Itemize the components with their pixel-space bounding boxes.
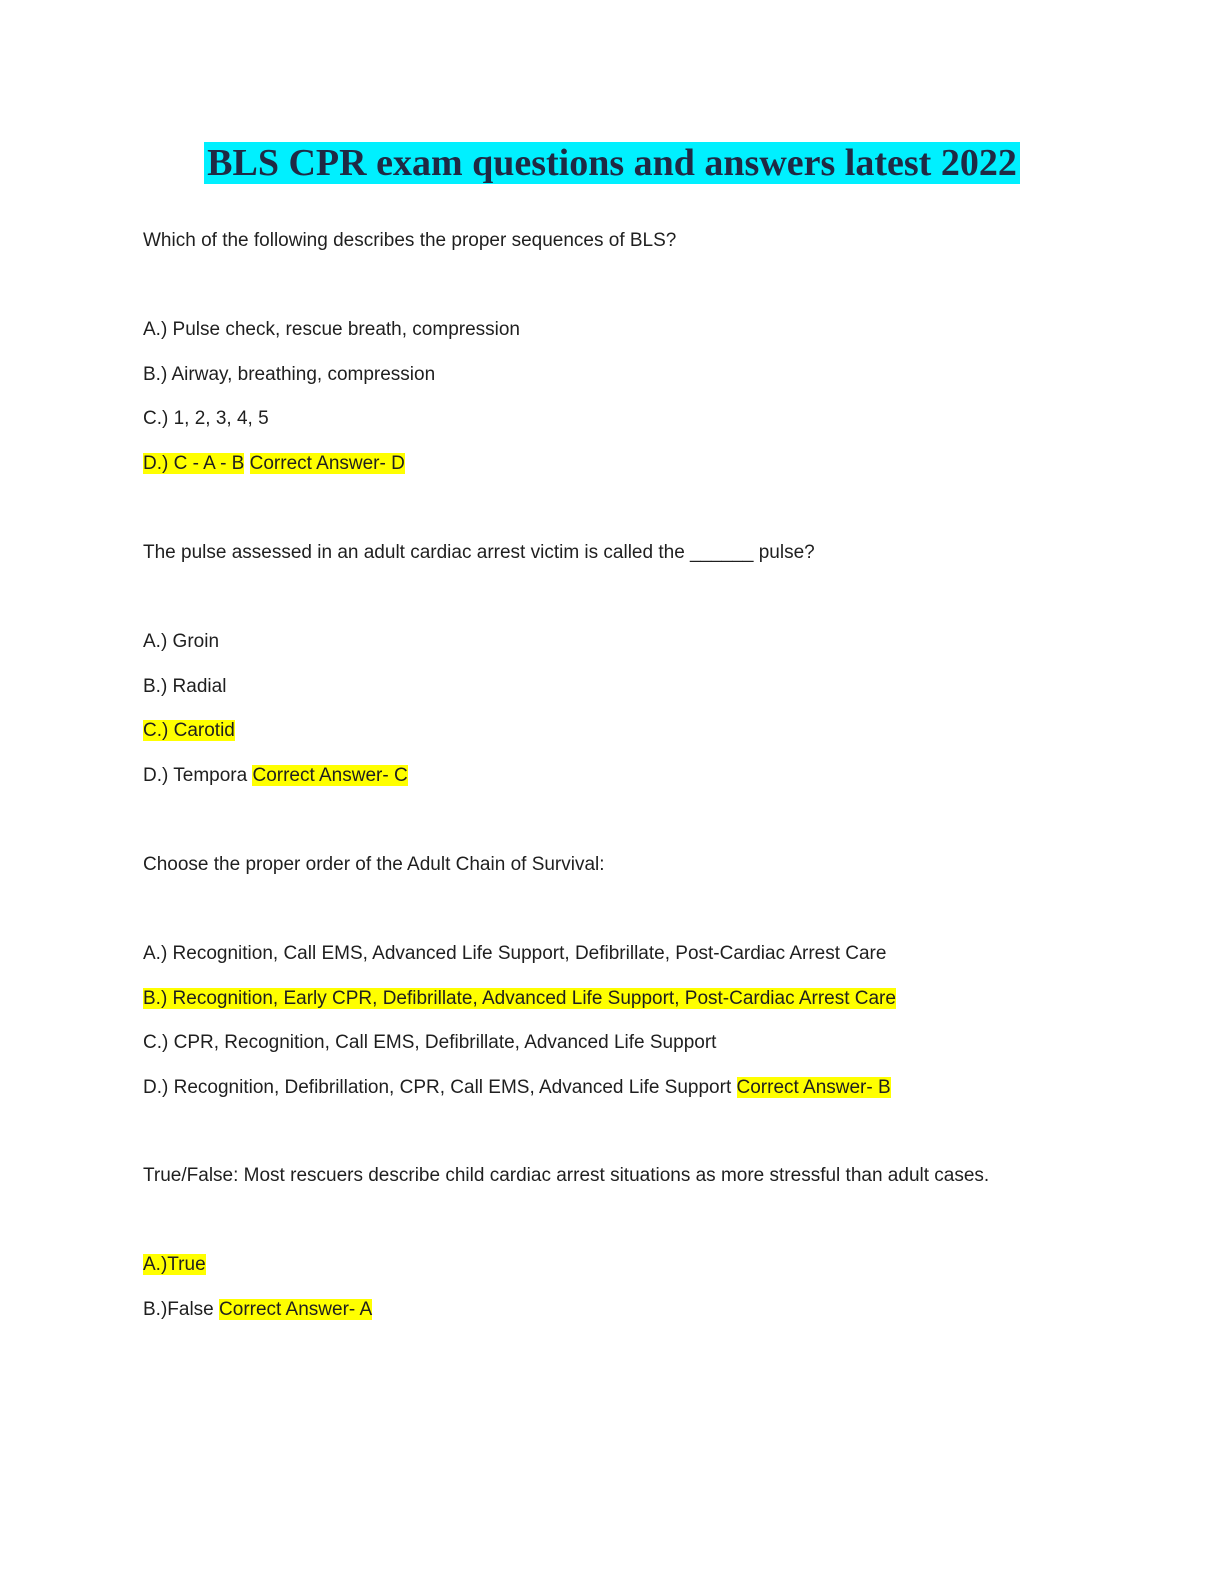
question-2-correct-answer: Correct Answer- C — [252, 765, 408, 786]
question-1-option-b: B.) Airway, breathing, compression — [143, 364, 436, 385]
question-3-option-b-line — [143, 986, 896, 1012]
question-4-correct-answer: Correct Answer- A — [219, 1299, 373, 1320]
question-4-text: True/False: Most rescuers describe child cardiac arrest situations as more stressful than adult cases. — [143, 1165, 990, 1186]
question-4-option-a: A.)True — [143, 1254, 206, 1275]
question-2-option-c-line — [143, 718, 235, 744]
question-4-option-b: B.)False — [143, 1299, 214, 1320]
question-3-text: Choose the proper order of the Adult Chain of Survival: — [143, 854, 605, 875]
question-3-option-d-line — [143, 1075, 891, 1101]
page-title — [0, 140, 1224, 186]
question-3-option-b: B.) Recognition, Early CPR, Defibrillate, Advanced Life Support, Post-Cardiac Arrest Care — [143, 988, 896, 1009]
page-title-text: BLS CPR exam questions and answers latest 2022 — [204, 142, 1020, 184]
question-1-option-a: A.) Pulse check, rescue breath, compression — [143, 319, 521, 340]
question-2-option-b: B.) Radial — [143, 676, 227, 697]
question-2-text: The pulse assessed in an adult cardiac arrest victim is called the ______ pulse? — [143, 542, 815, 563]
question-1-option-d: D.) C - A - B — [143, 453, 245, 474]
question-4-option-b-line — [143, 1297, 372, 1323]
question-2-option-d-line — [143, 763, 408, 789]
question-3-correct-answer: Correct Answer- B — [736, 1077, 891, 1098]
question-3-option-c: C.) CPR, Recognition, Call EMS, Defibrillate, Advanced Life Support — [143, 1032, 717, 1053]
question-4-option-a-line — [143, 1252, 206, 1278]
question-2-option-c: C.) Carotid — [143, 720, 235, 741]
question-3-option-d: D.) Recognition, Defibrillation, CPR, Call EMS, Advanced Life Support — [143, 1077, 732, 1098]
question-2-option-d: D.) Tempora — [143, 765, 248, 786]
question-1-option-d-line — [143, 451, 405, 477]
question-2-option-a: A.) Groin — [143, 631, 220, 652]
question-1-correct-answer: Correct Answer- D — [249, 453, 405, 474]
question-1-option-c: C.) 1, 2, 3, 4, 5 — [143, 408, 269, 429]
question-3-option-a: A.) Recognition, Call EMS, Advanced Life Support, Defibrillate, Post-Cardiac Arrest Care — [143, 943, 887, 964]
question-1-text: Which of the following describes the proper sequences of BLS? — [143, 230, 677, 251]
